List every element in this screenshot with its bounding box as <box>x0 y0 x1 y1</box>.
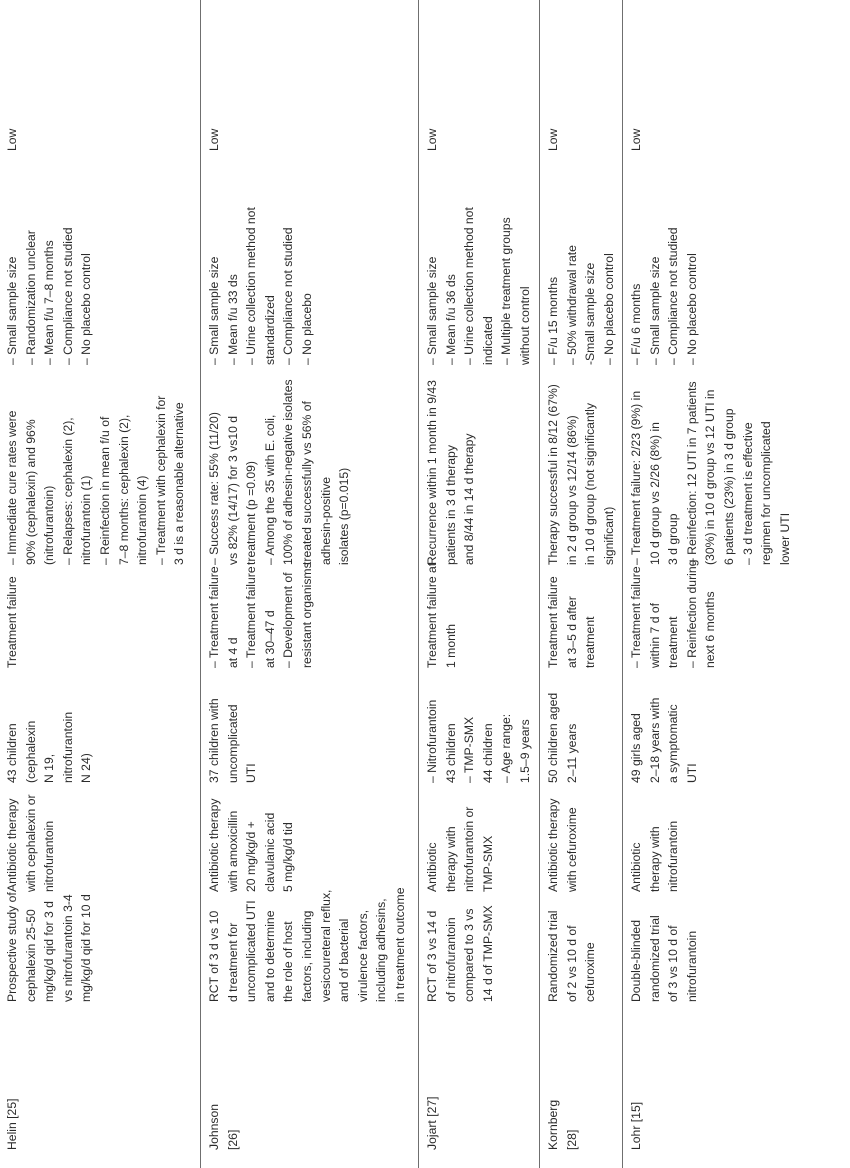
cell-line: 1 month <box>443 623 458 668</box>
table-row <box>200 0 418 1168</box>
table-row <box>0 0 200 1168</box>
cell-line: – F/u 6 months <box>629 283 643 365</box>
cell-line: – Small sample size <box>5 256 19 365</box>
cell-population <box>540 686 581 801</box>
cell-line: of nitrofurantoin <box>443 917 458 1002</box>
cell-line: regimen for uncomplicated <box>759 421 774 565</box>
cell-line: of 2 vs 10 d of <box>564 925 579 1002</box>
table-row <box>539 0 622 1168</box>
cell-intervention <box>419 801 497 910</box>
cell-line: 43 children <box>5 723 19 783</box>
cell-line: at 4 d <box>225 637 240 668</box>
cell-line: UTI <box>244 763 259 783</box>
cell-quality <box>623 0 646 169</box>
cell-line: – Small sample size <box>647 256 662 365</box>
cell-intervention <box>0 794 59 910</box>
cell-line: – F/u 15 months <box>546 276 560 365</box>
cell-line: d treatment for <box>225 922 240 1002</box>
cell-design <box>201 887 410 1020</box>
cell-line: indicated <box>480 316 495 365</box>
cell-line: at 30–47 d <box>262 610 277 668</box>
cell-line: with amoxicillin <box>225 810 240 892</box>
cell-line: nitrofurantoin <box>684 930 699 1002</box>
cell-line: compared to 3 vs <box>462 908 477 1002</box>
cell-line: 100% of adhesin-negative isolates <box>281 379 296 565</box>
cell-author <box>419 1020 442 1168</box>
cell-line: in 10 d group (not significantly <box>583 403 598 565</box>
cell-line: [26] <box>225 1129 240 1150</box>
cell-line: 14 d of TMP-SMX <box>480 905 495 1002</box>
cell-line: Recurrence within 1 month in 9/43 <box>425 380 439 565</box>
cell-line: randomized trial <box>647 915 662 1002</box>
cell-line: Low <box>546 128 560 151</box>
cell-line: Jojart [27] <box>425 1096 439 1150</box>
cell-line: 44 children <box>480 723 495 783</box>
cell-line: 10 d group vs 2/26 (8%) in <box>647 422 662 565</box>
cell-line: uncomplicated UTI <box>244 900 259 1002</box>
cell-line: without control <box>517 286 532 365</box>
cell-line: cephalexin 25-50 <box>23 909 38 1002</box>
cell-line: – Treatment failure <box>244 566 259 668</box>
cell-line: with cefuroxime <box>564 807 579 892</box>
cell-limitations <box>201 169 317 383</box>
cell-line: – Mean f/u 7–8 months <box>42 240 57 365</box>
cell-line: – Treatment with cephalexin for <box>153 395 168 565</box>
table-row <box>622 0 850 1168</box>
cell-line: Antibiotic <box>629 842 643 892</box>
cell-line: Antibiotic <box>425 842 439 892</box>
cell-line: -Small sample size <box>583 262 598 365</box>
cell-line: Johnson <box>207 1103 221 1150</box>
cell-line: adhesin-positive <box>318 476 333 565</box>
cell-line: 50 children aged <box>546 692 560 783</box>
cell-limitations <box>419 169 535 383</box>
cell-line: N 24) <box>79 753 94 783</box>
cell-line: – Compliance not studied <box>281 227 296 365</box>
cell-results <box>419 380 479 583</box>
cell-quality <box>540 0 563 169</box>
cell-line: the role of host <box>281 921 296 1002</box>
cell-line: – Age range: <box>499 713 514 783</box>
cell-results <box>0 383 189 583</box>
cell-line: 5 mg/kg/d tid <box>281 822 296 892</box>
cell-line: – Compliance not studied <box>60 227 75 365</box>
cell-line: Therapy successful in 8/12 (67%) <box>546 384 560 565</box>
cell-quality <box>0 0 22 169</box>
cell-line: isolates (p=0.015) <box>337 467 352 565</box>
cell-line: Lohr [15] <box>629 1101 643 1150</box>
cell-line: next 6 months <box>703 591 718 668</box>
cell-author <box>623 1020 646 1168</box>
cell-line: – No placebo <box>299 293 314 365</box>
cell-line: nitrofurantoin <box>666 820 681 892</box>
cell-line: – 50% withdrawal rate <box>564 245 579 365</box>
cell-line: RCT of 3 vs 14 d <box>425 910 439 1002</box>
cell-line: – Reinfection: 12 UTI in 7 patients <box>684 381 699 565</box>
cell-line: therapy with <box>443 826 458 892</box>
cell-line: [28] <box>564 1129 579 1150</box>
cell-line: nitrofurantoin <box>42 820 57 892</box>
cell-line: – No placebo control <box>684 253 699 365</box>
cell-line: and of bacterial <box>337 918 352 1002</box>
cell-line: 3 d is a reasonable alternative <box>172 402 187 565</box>
cell-line: mg/kg/d qid for 3 d <box>42 901 57 1002</box>
cell-line: Low <box>5 128 19 151</box>
cell-line: – 3 d treatment is effective <box>740 422 755 565</box>
table-row <box>418 0 539 1168</box>
cell-line: (30%) in 10 d group vs 12 UTI in <box>703 389 718 565</box>
cell-line: treatment <box>666 616 681 668</box>
cell-design <box>623 910 701 1020</box>
cell-line: in treatment outcome <box>392 887 407 1002</box>
cell-intervention <box>540 798 581 910</box>
cell-line: lower UTI <box>777 512 792 565</box>
cell-author <box>201 1020 242 1168</box>
cell-line: – Reinfection in mean f/u of <box>97 416 112 565</box>
cell-line: N 19, <box>42 753 57 783</box>
cell-outcome <box>0 576 22 686</box>
cell-line: Low <box>207 128 221 151</box>
cell-line: treatment <box>583 616 598 668</box>
cell-line: with cephalexin or <box>23 794 38 892</box>
cell-line: – Small sample size <box>425 256 439 365</box>
cell-line: a symptomatic <box>666 704 681 783</box>
cell-line: – Treatment failure <box>629 566 643 668</box>
cell-limitations <box>623 169 701 383</box>
cell-author <box>540 1020 581 1168</box>
cell-line: and 8/44 in 14 d therapy <box>462 433 477 565</box>
cell-line: Helin [25] <box>5 1098 19 1150</box>
cell-line: Low <box>629 128 643 151</box>
cell-line: virulence factors, <box>355 909 370 1002</box>
cell-line: – Urine collection method not <box>244 207 259 365</box>
cell-intervention <box>623 801 683 910</box>
cell-line: – Nitrofurantoin <box>425 699 439 783</box>
cell-design <box>419 905 497 1020</box>
cell-line: Prospective study of <box>5 892 19 1002</box>
cell-line: 2–11 years <box>564 723 579 783</box>
cell-line: of 3 vs 10 d of <box>666 925 681 1002</box>
cell-line: UTI <box>684 763 699 783</box>
cell-results <box>540 383 618 583</box>
cell-design <box>540 910 600 1020</box>
cell-line: Treatment failure <box>546 576 560 668</box>
cell-line: mg/kg/d qid for 10 d <box>79 894 94 1002</box>
cell-line: factors, including <box>299 910 314 1002</box>
cell-line: vs 82% (14/17) for 3 vs10 d <box>225 415 240 565</box>
cell-line: Treatment failure at <box>425 562 439 668</box>
cell-population <box>201 686 261 801</box>
cell-line: nitrofurantoin or <box>462 806 477 892</box>
cell-line: – Relapses: cephalexin (2), <box>60 417 75 565</box>
cell-line: in 2 d group vs 12/14 (86%) <box>564 415 579 565</box>
cell-line: – Treatment failure: 2/23 (9%) in <box>629 390 643 565</box>
cell-line: Treatment failure <box>5 576 19 668</box>
cell-line: – Development of <box>281 572 296 668</box>
cell-line: cefuroxime <box>583 942 598 1002</box>
cell-line: 90% (cephalexin) and 96% <box>23 419 38 565</box>
cell-line: nitrofurantoin (1) <box>79 475 94 565</box>
cell-line: – TMP-SMX <box>462 716 477 783</box>
cell-line: – No placebo control <box>79 253 94 365</box>
cell-outcome <box>623 559 720 686</box>
cell-quality <box>201 0 224 169</box>
cell-line: Double-blinded <box>629 920 643 1002</box>
cell-line: – Multiple treatment groups <box>499 217 514 365</box>
cell-line: – Randomization unclear <box>23 230 38 365</box>
cell-line: nitrofurantoin <box>60 711 75 783</box>
cell-line: 49 girls aged <box>629 713 643 783</box>
cell-line: therapy with <box>647 826 662 892</box>
cell-line: RCT of 3 d vs 10 <box>207 910 221 1002</box>
cell-line: 7–8 months: cephalexin (2), <box>116 414 131 565</box>
cell-line: Randomized trial <box>546 910 560 1002</box>
cell-limitations <box>540 169 618 383</box>
cell-line: – Mean f/u 33 ds <box>225 274 240 365</box>
cell-intervention <box>201 798 298 910</box>
cell-design <box>0 892 96 1020</box>
cell-line: – Reinfection during <box>684 559 699 668</box>
cell-population <box>0 686 96 801</box>
cell-line: TMP-SMX <box>480 835 495 892</box>
cell-author <box>0 1020 22 1168</box>
cell-line: resistant organisms <box>299 562 314 668</box>
cell-line: – Mean f/u 36 ds <box>443 274 458 365</box>
cell-line: – Treatment failure <box>207 566 221 668</box>
cell-line: 20 mg/kg/d + <box>244 821 259 892</box>
cell-population <box>623 686 701 801</box>
cell-line: nitrofurantoin (4) <box>135 475 150 565</box>
cell-quality <box>419 0 442 169</box>
cell-results <box>623 383 794 583</box>
cell-line: 43 children <box>443 723 458 783</box>
cell-line: – Compliance not studied <box>666 227 681 365</box>
cell-line: – Success rate: 55% (11/20) <box>207 412 221 565</box>
cell-line: vesicoureteral reflux, <box>318 889 333 1002</box>
cell-line: Kornberg <box>546 1099 560 1150</box>
cell-limitations <box>0 169 96 383</box>
cell-line: significant) <box>601 506 616 565</box>
cell-line: 1.5–9 years <box>517 719 532 783</box>
cell-line: including adhesins, <box>374 898 389 1002</box>
cell-line: 3 d group <box>666 513 681 565</box>
cell-line: 6 patients (23%) in 3 d group <box>721 408 736 565</box>
cell-line: 37 children with <box>207 698 221 783</box>
cell-line: at 3–5 d after <box>564 596 579 668</box>
cell-line: 2–18 years with <box>647 697 662 783</box>
cell-line: Antibiotic therapy <box>207 798 221 892</box>
cell-results <box>201 379 354 583</box>
cell-line: within 7 d of <box>647 602 662 668</box>
cell-line: treatment (p =0.09) <box>244 461 259 565</box>
cell-line: – No placebo control <box>601 253 616 365</box>
cell-line: Antibiotic therapy <box>5 798 19 892</box>
cell-line: treated successfully vs 56% of <box>299 401 314 565</box>
cell-line: clavulanic acid <box>262 812 277 892</box>
cell-line: vs nitrofurantoin 3-4 <box>60 894 75 1002</box>
cell-line: – Small sample size <box>207 256 221 365</box>
cell-line: Low <box>425 128 439 151</box>
cell-population <box>419 686 535 801</box>
cell-outcome <box>540 576 600 686</box>
cell-line: Antibiotic therapy <box>546 798 560 892</box>
cell-line: (nitrofurantoin) <box>42 485 57 565</box>
cell-line: and to determine <box>262 910 277 1002</box>
cell-line: patients in 3 d therapy <box>443 445 458 565</box>
cell-outcome <box>419 562 460 686</box>
cell-line: (cephalexin <box>23 720 38 783</box>
cell-line: standardized <box>262 295 277 365</box>
cell-line: – Urine collection method not <box>462 207 477 365</box>
cell-outcome <box>201 562 317 686</box>
cell-line: uncomplicated <box>225 704 240 783</box>
cell-line: – Immediate cure rates were <box>5 410 19 565</box>
cell-line: – Among the 35 with E. coli, <box>262 414 277 565</box>
